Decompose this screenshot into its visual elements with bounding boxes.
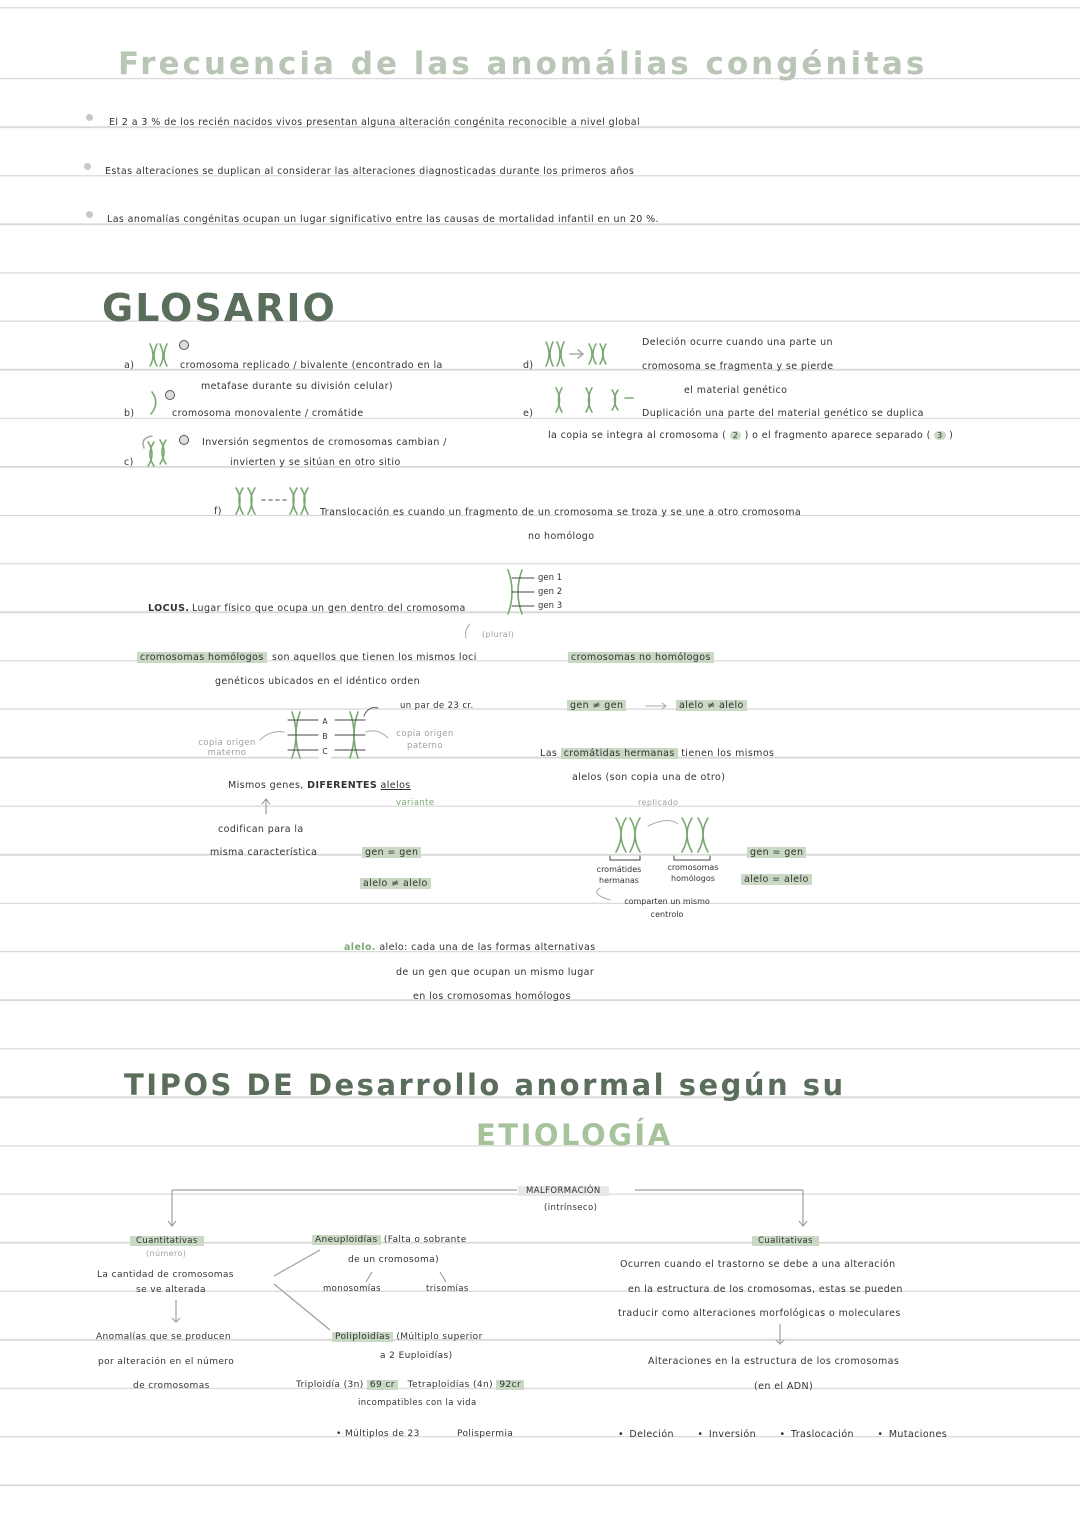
no-homologos-label: cromosomas no homólogos [568,652,714,663]
homologos-pair-note: un par de 23 cr. [400,701,474,711]
anom-text-2: por alteración en el número [98,1357,235,1367]
tetraploidias-label: Tetraploidías (4n) [407,1380,494,1390]
cual-text-1: Ocurren cuando el trastorno se debe a una alteración [620,1259,896,1270]
cuant-text-1: La cantidad de cromosomas [97,1270,234,1280]
alelo-definition: alelo: cada una de las formas alternativas [379,942,596,953]
comparten-line-1: comparten un mismo [624,897,710,906]
estructura-text-1: Alteraciones en la estructura de los cromosomas [648,1356,900,1367]
copia-paterno: copia origen paterno [396,729,454,751]
locus-letter: A [319,714,331,729]
item-e-letter: e) [523,408,534,419]
item-c-text-1: Inversión segmentos de cromosomas cambian / [202,437,447,448]
item-d-text-2: cromosoma se fragmenta y se pierde [642,361,834,372]
locus-chromosome-icon [466,570,535,638]
inversion-icon [143,436,166,466]
item-a-letter: a) [124,360,135,371]
locus-text: Lugar físico que ocupa un gen dentro del cromosoma [192,603,466,614]
tipo-item-mutaciones: • Mutaciones [877,1429,948,1440]
tipos-title-2: ETIOLOGÍA [476,1118,673,1152]
cromosomas-line-2: homólogos [671,874,715,883]
check-icon [180,341,189,350]
item-e-text-1: Duplicación una parte del material genético se duplica [642,408,924,419]
translocation-icon [236,488,308,514]
homologos-letters [319,714,331,759]
poliploidias-label: Poliploidías [332,1332,393,1342]
cualitativas-label: Cualitativas [752,1236,819,1246]
intrinseco-label: (intrínseco) [544,1203,598,1213]
variante-text: variante [396,798,435,808]
cual-text-3: traducir como alteraciones morfológicas o moleculares [618,1308,901,1319]
homologos-text-1: son aquellos que tienen los mismos loci [272,652,477,663]
frecuencia-bullet-2: Estas alteraciones se duplican al considerar las alteraciones diagnosticadas durante los primeros años [105,166,635,177]
bivalent-chromosome-icon [150,344,167,366]
monovalent-chromosome-icon [151,392,156,414]
item-d-text-3: el material genético [684,385,788,396]
locus-letter: B [319,729,331,744]
replicado-text: replicado [638,798,679,807]
aneuploidias-text-1: (Falta o sobrante [383,1235,467,1245]
mismos-genes [228,780,411,791]
item-e-text-2b: ) o el fragmento aparece separado ( [744,430,931,441]
item-f-text-1: Translocación es cuando un fragmento de un cromosoma se troza y se une a otro cromosoma [320,507,802,518]
item-c-letter: c) [124,457,134,468]
item-d-letter: d) [523,360,534,371]
item-a-text-1: cromosoma replicado / bivalente (encontrado en la [180,360,443,371]
homologos-label: cromosomas homólogos [137,652,267,663]
homologos-gen-eq: gen = gen [362,847,421,858]
item-e-text-2c: ) [949,430,954,441]
tipos-title: TIPOS DE Desarrollo anormal según su [124,1068,846,1102]
hermanas-alelo-eq: alelo = alelo [741,874,812,885]
alelo-text-2: de un gen que ocupan un mismo lugar [396,967,595,978]
hermanas-post: tienen los mismos [681,748,775,759]
tipo-item-traslocacion: • Traslocación [779,1429,854,1440]
locus-letter: C [319,744,331,759]
item-a-text-2: metafase durante su división celular) [201,381,393,392]
tipo-item-inversion: • Inversión [697,1429,757,1440]
aneuploidias-label: Aneuploidías [312,1235,381,1245]
cromatides-line-1: cromátides [596,865,642,874]
codifican-text-1: codifican para la [218,824,304,835]
glosario-title: GLOSARIO [102,286,337,330]
tipos-list [618,1429,947,1440]
hermanas-pre: Las [540,748,558,759]
homologos-alelo-neq: alelo ≠ alelo [360,878,431,889]
cuantitativas-label: Cuantitativas [130,1236,204,1246]
cual-text-2: en la estructura de los cromosomas, estas se pueden [628,1284,903,1295]
item-b-text: cromosoma monovalente / cromátide [172,408,364,419]
cromosomas-caption [660,862,726,884]
homologos-text-2: genéticos ubicados en el idéntico orden [215,676,421,687]
poliploidias-text-2: a 2 Euploidías) [380,1351,453,1361]
item-e-num-2: 2 [730,431,742,440]
item-f-text-2: no homólogo [528,531,595,542]
numero-label: (número) [146,1249,187,1258]
frecuencia-title: Frecuencia de las anomálias congénitas [118,46,928,82]
malformacion-label: MALFORMACIÓN [518,1186,609,1196]
triploidia-label: Triploidía (3n) [296,1380,364,1390]
item-e-num-3: 3 [934,431,946,440]
comparten-line-2: centrolo [650,910,684,919]
item-e-text-2 [548,430,953,441]
cross-icon [180,436,189,445]
frecuencia-bullet-1: El 2 a 3 % de los recién nacidos vivos presentan alguna alteración congénita reconocible a nivel global [109,117,641,128]
cromosomas-line-1: cromosomas [667,863,719,872]
comparten-caption [612,895,722,921]
gene-label: gen 2 [538,587,563,597]
alelo-text-3: en los cromosomas homólogos [413,991,571,1002]
duplication-icon [556,388,633,412]
trisomias-label: trisomías [426,1284,469,1294]
hermanas-gen-eq: gen = gen [747,847,806,858]
aneuploidias-text-2: de un cromosoma) [348,1255,439,1265]
frecuencia-bullet-3: Las anomalías congénitas ocupan un lugar significativo entre las causas de mortalidad infantil en un 20 %. [107,214,659,225]
no-homologos-gen-neq: gen ≠ gen [567,700,626,711]
alelo-label: alelo. [344,942,376,953]
mismos-text: Mismos genes, [228,780,304,791]
cromatides-caption [588,864,650,886]
alelo-text-1 [344,942,596,953]
deletion-icon [546,342,606,366]
item-d-text-1: Deleción ocurre cuando una parte un [642,337,833,348]
poliploidias-text-1: (Múltiplo superior [396,1332,483,1342]
locus-genes [538,571,562,613]
item-c-text-2: invierten y se sitúan en otro sitio [230,457,401,468]
sister-chromatids-icon [597,818,710,900]
item-e-text-2a: la copia se integra al cromosoma ( [548,430,727,441]
anom-text-1: Anomalías que se producen [96,1332,231,1342]
diferentes-text: DIFERENTES [307,780,378,791]
item-b-letter: b) [124,408,135,419]
item-f-letter: f) [214,506,222,517]
hermanas-label: cromátidas hermanas [561,748,678,759]
no-homologos-alelo-neq: alelo ≠ alelo [676,700,747,711]
cr69-badge: 69 cr [367,1380,398,1390]
gene-label: gen 3 [538,601,563,611]
polispermia-text: Polispermia [457,1429,514,1439]
alelos-text: alelos [380,780,411,791]
tipo-item-delecion: • Deleción [618,1429,674,1440]
aneuploidias-row [312,1235,467,1245]
multiplos-text: • Múltiplos de 23 [336,1429,420,1439]
anom-text-3: de cromosomas [133,1381,210,1391]
monosomias-label: monosomías [323,1284,381,1294]
cr92-badge: 92cr [496,1380,524,1390]
codifican-text-2: misma característica [210,847,318,858]
locus-label: LOCUS. [148,603,190,614]
copia-materno: copia origen materno [198,738,256,758]
incompatibles-text: incompatibles con la vida [358,1398,477,1408]
hermanas-text-2: alelos (son copia una de otro) [572,772,726,783]
estructura-text-2: (en el ADN) [754,1381,814,1392]
cuant-text-2: se ve alterada [136,1285,206,1295]
check-icon [166,391,175,400]
ploidias-row [296,1380,524,1390]
hermanas-text-1 [540,748,774,759]
cromatides-line-2: hermanas [599,876,639,885]
poliploidias-row [332,1332,483,1342]
gene-label: gen 1 [538,573,563,583]
locus-plural: (plural) [482,630,515,639]
